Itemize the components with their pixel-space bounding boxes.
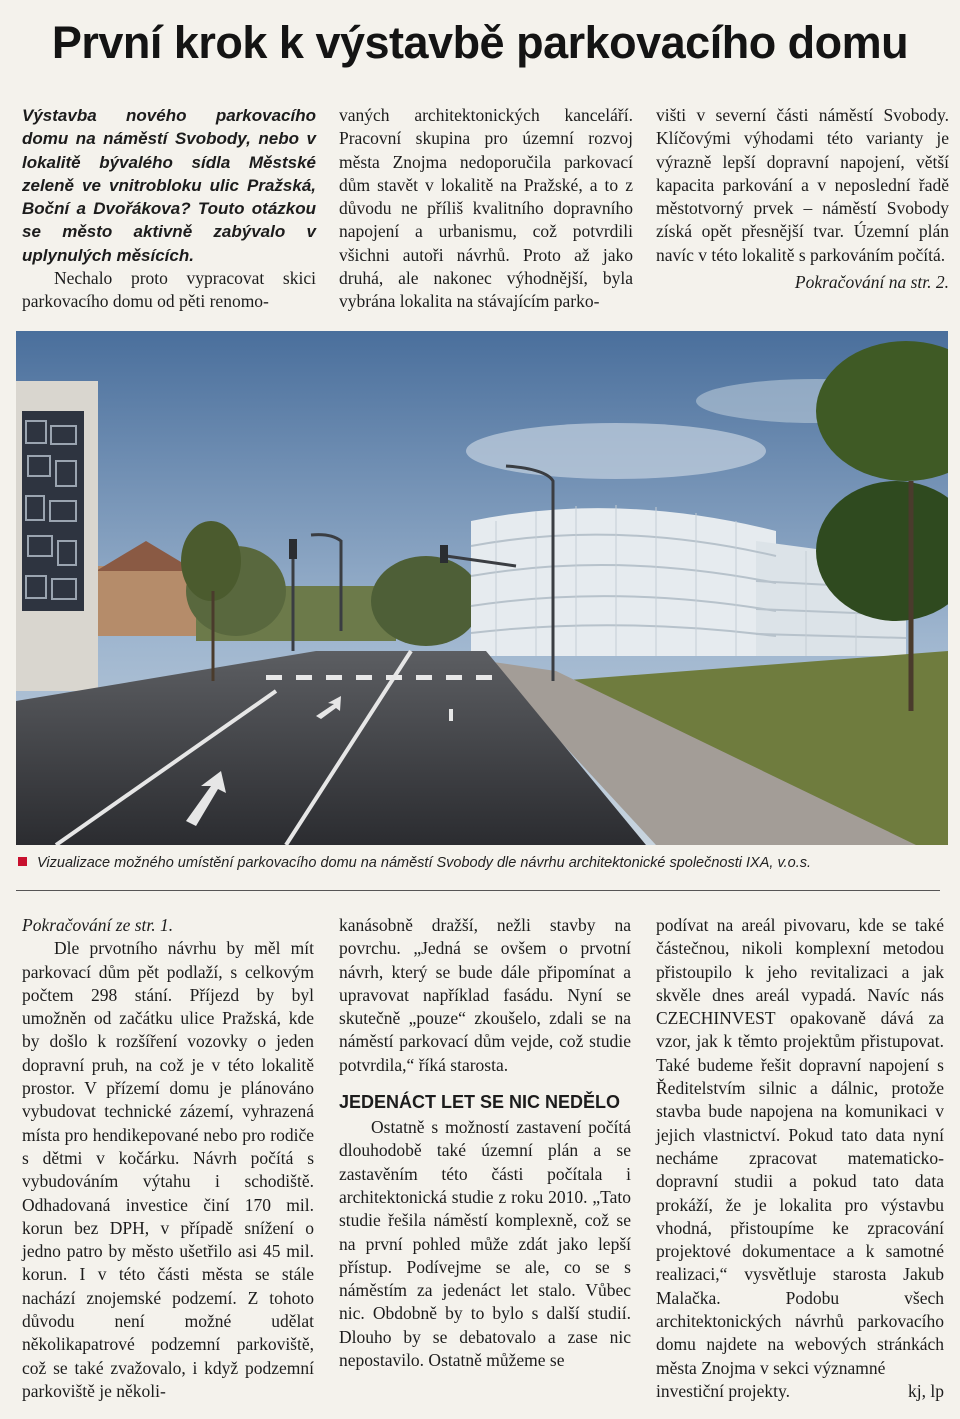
closing-text: investiční projekty.: [656, 1380, 790, 1401]
lead-paragraph: Výstavba nového parkovacího domu na náměstí Svobody, nebo v lokalitě bývalého sídla Městské zeleně ve vnitrobloku ulic Pražská, Boční a Dvořákova? Touto otázkou se město aktivně zabývalo v uplynulých měsících.: [22, 106, 316, 265]
section-divider: [16, 890, 940, 891]
body-paragraph: Dle prvotního návrhu by měl mít parkovací dům pět podlaží, s celkovým počtem 298 stání. Příjezd by byl umožněn od začátku ulice Pražská, kde by došlo k rozšíření vozovky o jeden dopravní pruh, na což je v této lokalitě prostor. V přízemí domu je plánováno vybudovat technické zázemí, vyhrazená místa pro hendikepované nebo pro rodiče s dětmi v kočárku. Návrh počítá s vybudováním výtahu i schodiště. Odhadovaná investice činí 170 mil. korun bez DPH, v případě snížení o jedno patro by město ušetřilo asi 45 mil. korun. I v této části města se stále nachází znojemské podzemí. Z tohoto důvodu není možné udělat několikapatrové podzemní parkoviště, což se také zvažovalo, i když podzemní parkoviště je několi-: [22, 938, 314, 1401]
body-paragraph: vaných architektonických kanceláří. Pracovní skupina pro územní rozvoj města Znojma nedoporučila parkovací dům stavět v lokalitě na Pražské, a to z důvodu ne příliš kvalitního dopravního napojení a urbanismu, což potvrdili všichni autoři návrhů. Proto až jako druhá, ale nakonec výhodnější, byla vybrána lokalita na stávajícím parko-: [339, 105, 633, 312]
photo-caption: [18, 853, 948, 873]
body-paragraph: kanásobně dražší, nežli stavby na povrchu. „Jedná se ovšem o prvotní návrh, který se bude dále připomínat a upravovat například fasádu. Nyní se skutečně „pouze“ zkoušelo, zdali se na náměstí parkovací dům vejde, což studie potvrdila,“ říká starosta.: [339, 915, 631, 1075]
top-column-2: [339, 104, 633, 314]
top-column-1: [22, 104, 316, 314]
headline: První krok k výstavbě parkovacího domu: [51, 17, 909, 68]
caption-marker-icon: [18, 857, 27, 866]
body-paragraph: višti v severní části náměstí Svobody. Klíčovými výhodami této varianty je výrazně lepší dopravní napojení, větší kapacita parkování a v neposlední řadě městotvorný prvek – náměstí Svobody získá opět přesnější tvar. Územní plán navíc v této lokalitě s parkováním počítá.: [656, 105, 949, 265]
closing-line: [656, 1380, 944, 1403]
continued-from-note: Pokračování ze str. 1.: [22, 915, 174, 935]
subheading: JEDENÁCT LET SE NIC NEDĚLO: [339, 1092, 621, 1113]
continued-note: Pokračování na str. 2.: [794, 272, 949, 293]
visualization-photo: [16, 331, 948, 845]
top-column-3: [656, 104, 949, 294]
body-paragraph: Nechalo proto vypracovat skici parkovacího domu od pěti renomo-: [22, 268, 316, 312]
bottom-column-3: [656, 914, 944, 1403]
author-signature: kj, lp: [908, 1380, 944, 1401]
body-paragraph: Ostatně s možností zastavení počítá dlouhodobě také územní plán a se zastavěním této části počítala i architektonická studie z roku 2010. „Tato studie řešila náměstí komplexně, což se na první pohled může zdát jako lepší přístup. Podívejme se ale, co se s náměstím za jedenáct let stalo. Vůbec nic. Obdobně by to bylo s další studií. Dlouho by se debatovalo a zase nic nepostavilo. Ostatně můžeme se: [339, 1117, 631, 1371]
body-paragraph: podívat na areál pivovaru, kde se také částečnou, nikoli komplexní metodou přistoupilo k jeho revitalizaci a jak skvěle dnes areál vypadá. Navíc nás CZECHINVEST opakovaně dává za vzor, jak k těmto projektům přistupovat. Také budeme řešit dopravní napojení s Ředitelstvím silnic a dálnic, protože stavba bude napojena na komunikaci v jejich vlastnictví. Pokud tato data nyní necháme zpracovat matematicko-dopravní studii a pokud tato data prokáží, že je lokalita pro výstavbu vhodná, přistoupíme ke zpracování projektové dokumentace a k samotné realizaci,“ vysvětluje starosta Jakub Malačka. Podobu všech architektonických návrhů parkovacího domu najdete na webových stránkách města Znojma v sekci významné: [656, 915, 944, 1378]
bottom-column-1: [22, 914, 314, 1403]
caption-text: Vizualizace možného umístění parkovacího domu na náměstí Svobody dle návrhu architektonické společnosti IXA, v.o.s.: [37, 855, 812, 871]
bottom-column-2: [339, 914, 631, 1372]
